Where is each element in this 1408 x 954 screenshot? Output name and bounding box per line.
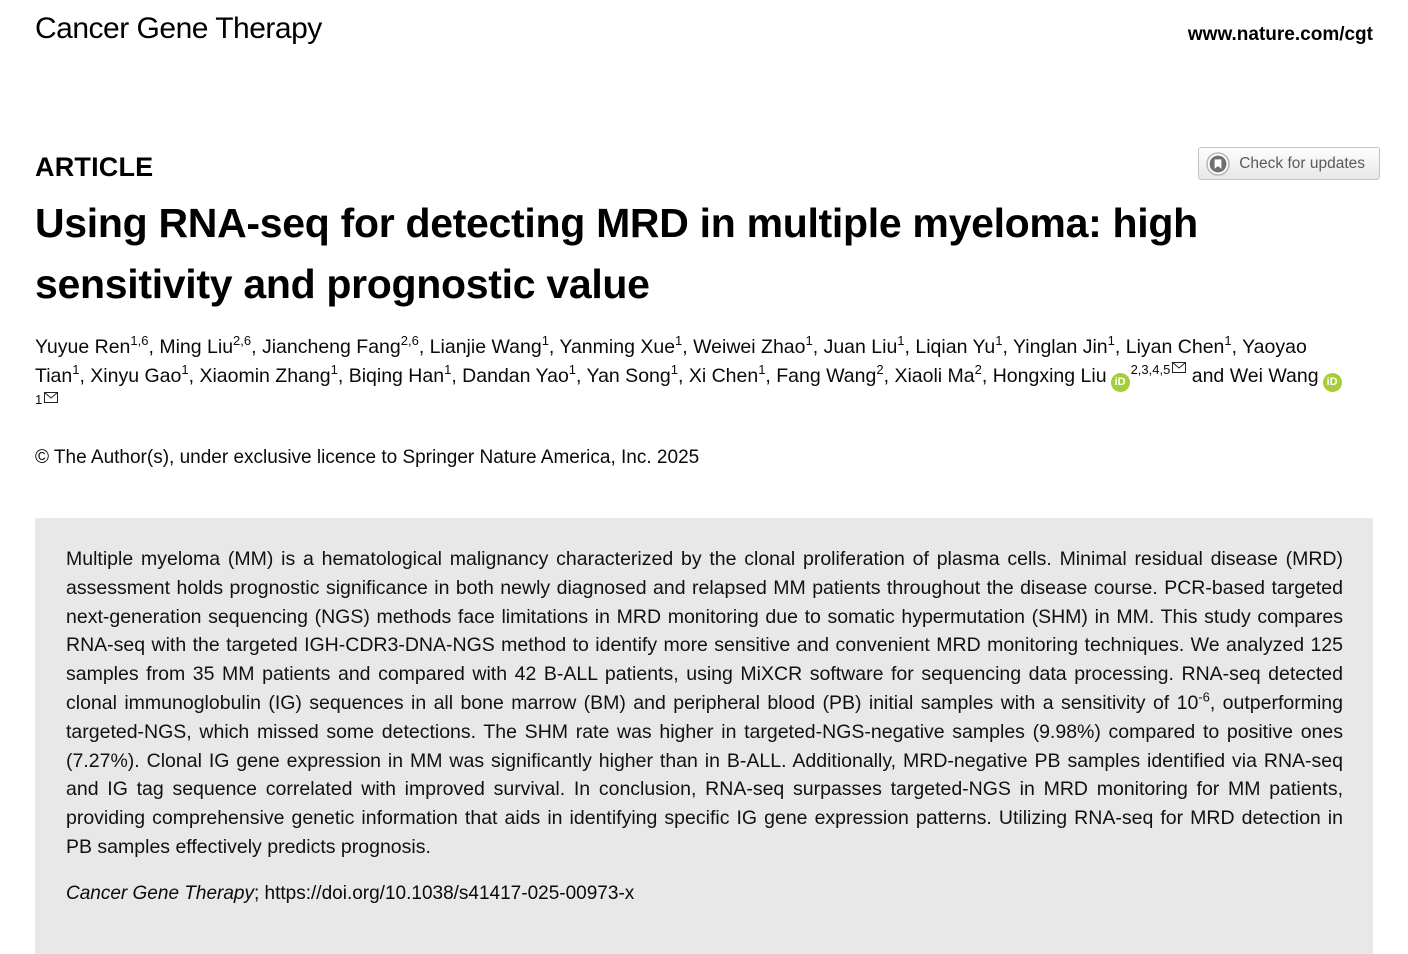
journal-name: Cancer Gene Therapy (35, 12, 322, 45)
author-separator: , (812, 336, 824, 358)
author-separator: , (883, 365, 895, 387)
author-affiliations: 1 (675, 332, 683, 348)
check-for-updates-button[interactable] (1198, 147, 1380, 180)
author-separator: , (1114, 336, 1126, 358)
abstract-section (35, 518, 1373, 954)
author-name: Fang Wang (776, 365, 877, 387)
author-affiliations: 1 (35, 392, 58, 407)
author-name: Xiaoli Ma (894, 365, 975, 387)
author-separator: , (1002, 336, 1013, 358)
author-name: Hongxing Liu (992, 365, 1107, 387)
doi-link[interactable]: ; https://doi.org/10.1038/s41417-025-00973-x (254, 882, 635, 904)
author-affiliations: 2,3,4,5 (1131, 362, 1187, 377)
author-separator: , (765, 365, 777, 387)
author-affiliations: 1 (181, 361, 189, 377)
author-affiliations: 1 (72, 361, 80, 377)
crossmark-bookmark-icon (1206, 152, 1230, 176)
email-icon[interactable] (1172, 362, 1186, 377)
author-name: Yan Song (586, 365, 671, 387)
author-separator: , (576, 365, 587, 387)
author-name: Dandan Yao (462, 365, 569, 387)
author-name: Xinyu Gao (90, 365, 182, 387)
abstract-text (66, 545, 1343, 862)
author-affiliations: 1 (805, 332, 813, 348)
author-separator: , (1231, 336, 1243, 358)
citation-journal: Cancer Gene Therapy (66, 882, 254, 904)
author-separator: , (548, 336, 560, 358)
author-separator: , (418, 336, 430, 358)
author-affiliations: 1,6 (130, 332, 149, 348)
author-affiliations: 1 (995, 332, 1003, 348)
author-name: Jiancheng Fang (261, 336, 401, 358)
author-name: Liqian Yu (915, 336, 996, 358)
page-title: Using RNA-seq for detecting MRD in multiple myeloma: high sensitivity and prognostic value (35, 200, 1198, 307)
author-separator: , (904, 336, 916, 358)
author-affiliations: 1 (670, 361, 678, 377)
author-affiliations: 2,6 (233, 332, 252, 348)
author-affiliations: 1 (1224, 332, 1232, 348)
author-separator: , (337, 365, 349, 387)
author-name: Juan Liu (823, 336, 898, 358)
author-separator: , (79, 365, 91, 387)
author-name: Liyan Chen (1125, 336, 1225, 358)
email-icon[interactable] (44, 392, 58, 407)
author-affiliations: 1 (897, 332, 905, 348)
abstract-part2: , outperforming targeted-NGS, which missed some detections. The SHM rate was higher in targeted-NGS-negative samples (9.98%) compared to positive ones (7.27%). Clonal IG gene expression in MM was significantly higher than in B-ALL. Additionally, MRD-negative PB samples identified via RNA-seq and IG tag sequence correlated with improved survival. In conclusion, RNA-seq surpasses targeted-NGS in MRD monitoring for MM patients, providing comprehensive genetic information that aids in identifying specific IG gene expression patterns. Utilizing RNA-seq for MRD detection in PB samples effectively predicts prognosis. (66, 691, 1343, 858)
author-affiliations: 1 (568, 361, 577, 377)
author-name: Wei Wang (1229, 365, 1319, 387)
author-separator: , (451, 365, 463, 387)
author-separator: , (148, 336, 160, 358)
author-name: Weiwei Zhao (693, 336, 806, 358)
author-separator: , (251, 336, 262, 358)
author-name: Lianjie Wang (429, 336, 542, 358)
author-affiliations: 2 (974, 361, 982, 377)
author-affiliations: 1 (1107, 332, 1115, 348)
author-name: Yuyue Ren (35, 336, 131, 358)
author-name: Xiaomin Zhang (199, 365, 331, 387)
author-affiliations: 2 (876, 361, 884, 377)
author-affiliations: 2,6 (400, 332, 419, 348)
author-affiliations: 1 (330, 361, 338, 377)
author-name: Xi Chen (688, 365, 759, 387)
author-separator: , (682, 336, 694, 358)
copyright-line: © The Author(s), under exclusive licence to Springer Nature America, Inc. 2025 (35, 447, 700, 468)
author-list (35, 333, 1345, 421)
author-affiliations: 1 (758, 361, 766, 377)
check-for-updates-label: Check for updates (1239, 154, 1365, 172)
author-separator: , (981, 365, 993, 387)
abstract-part1: Multiple myeloma (MM) is a hematological malignancy characterized by the clonal proliferation of plasma cells. Minimal residual disease (MRD) assessment holds prognostic significance in both newly diagnosed and relapsed MM patients throughout the disease course. PCR-based targeted next-generation sequencing (NGS) methods face limitations in MRD monitoring due to somatic hypermutation (SHM) in MM. This study compares RNA-seq with the targeted IGH-CDR3-DNA-NGS method to identify more sensitive and convenient MRD monitoring techniques. We analyzed 125 samples from 35 MM patients and compared with 42 B-ALL patients, using MiXCR software for sequencing data processing. RNA-seq detected clonal immunoglobulin (IG) sequences in all bone marrow (BM) and peripheral blood (PB) initial samples with a sensitivity of 10 (66, 548, 1343, 714)
abstract-exponent: -6 (1198, 689, 1210, 705)
author-separator: , (188, 365, 200, 387)
author-name: Biqing Han (348, 365, 445, 387)
journal-site-link[interactable]: www.nature.com/cgt (1187, 24, 1373, 45)
author-affiliations: 1 (444, 361, 452, 377)
author-affiliations: 1 (541, 332, 549, 348)
author-name: Yinglan Jin (1012, 336, 1108, 358)
article-type-label: ARTICLE (35, 152, 154, 182)
author-separator: and (1186, 365, 1230, 387)
author-separator: , (677, 365, 689, 387)
orcid-icon[interactable]: iD (1323, 373, 1342, 392)
author-name: Ming Liu (159, 336, 234, 358)
orcid-icon[interactable]: iD (1111, 373, 1130, 392)
author-name: Yanming Xue (559, 336, 676, 358)
author-name: Yaoyao Tian (35, 336, 1307, 387)
citation-line (66, 883, 1343, 905)
